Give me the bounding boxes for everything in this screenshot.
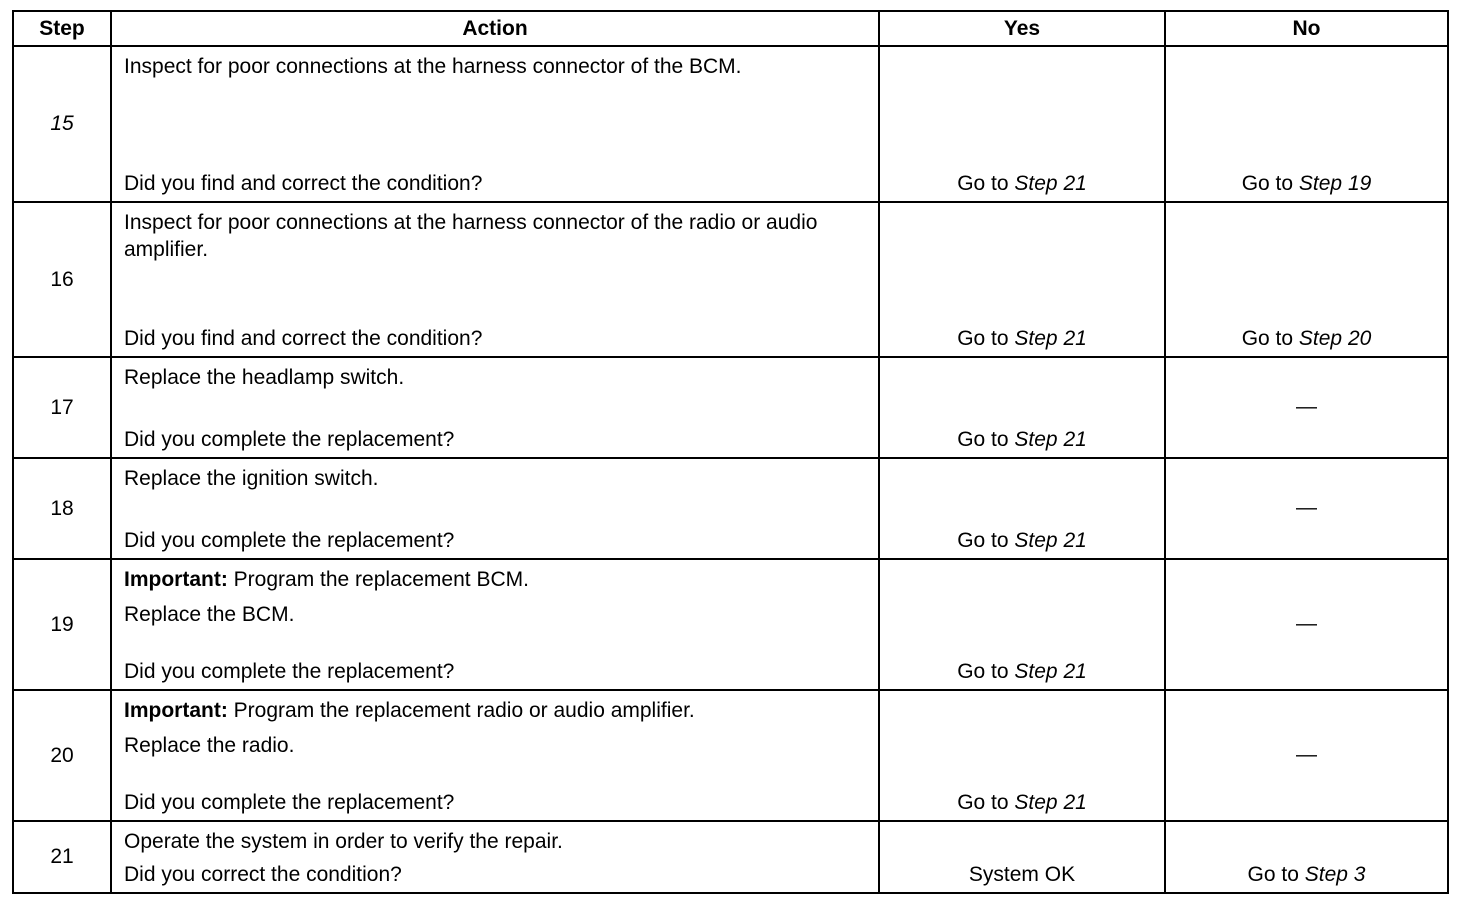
header-no: No xyxy=(1165,11,1448,46)
no-dash: — xyxy=(1296,611,1317,635)
important-text: Program the replacement radio or audio amplifier. xyxy=(233,699,695,722)
no-step-link: Step 3 xyxy=(1304,863,1366,886)
action-cell xyxy=(111,357,879,458)
yes-step-link: Step 21 xyxy=(1014,327,1087,350)
yes-cell xyxy=(879,690,1165,821)
action-text: Replace the headlamp switch. xyxy=(124,366,405,389)
yes-goto: Go to Step 21 xyxy=(957,660,1087,683)
yes-cell xyxy=(879,46,1165,202)
no-dash: — xyxy=(1296,495,1317,519)
yes-goto: Go to Step 21 xyxy=(957,428,1087,451)
no-cell xyxy=(1165,202,1448,357)
action-cell xyxy=(111,690,879,821)
action-text: Inspect for poor connections at the harness connector of the BCM. xyxy=(124,55,742,78)
yes-step-link: Step 21 xyxy=(1014,428,1087,451)
header-row xyxy=(13,11,1448,46)
yes-goto: Go to Step 21 xyxy=(957,791,1087,814)
table-row xyxy=(13,202,1448,357)
yes-goto: Go to Step 21 xyxy=(957,327,1087,350)
action-question: Did you find and correct the condition? xyxy=(124,327,483,350)
important-note xyxy=(124,566,870,593)
action-text: Operate the system in order to verify the repair. xyxy=(124,830,563,853)
table-row xyxy=(13,821,1448,893)
no-dash: — xyxy=(1296,394,1317,418)
step-number: 16 xyxy=(13,202,111,357)
no-cell xyxy=(1165,46,1448,202)
step-number: 20 xyxy=(13,690,111,821)
header-step: Step xyxy=(13,11,111,46)
action-text: Replace the BCM. xyxy=(124,603,295,626)
action-text: Replace the ignition switch. xyxy=(124,467,379,490)
action-question: Did you complete the replacement? xyxy=(124,428,455,451)
no-dash: — xyxy=(1296,742,1317,766)
action-question: Did you complete the replacement? xyxy=(124,791,455,814)
action-question: Did you complete the replacement? xyxy=(124,529,455,552)
important-text: Program the replacement BCM. xyxy=(233,568,529,591)
table-row xyxy=(13,357,1448,458)
yes-cell xyxy=(879,458,1165,559)
yes-step-link: Step 21 xyxy=(1014,529,1087,552)
yes-cell xyxy=(879,357,1165,458)
table-row xyxy=(13,46,1448,202)
action-cell xyxy=(111,202,879,357)
action-question: Did you complete the replacement? xyxy=(124,660,455,683)
action-cell xyxy=(111,458,879,559)
step-number: 18 xyxy=(13,458,111,559)
no-goto: Go to Step 3 xyxy=(1247,863,1366,886)
step-number: 15 xyxy=(13,46,111,202)
action-text: Inspect for poor connections at the harness connector of the radio or audio amplifier. xyxy=(124,211,818,261)
important-label: Important: xyxy=(124,568,228,591)
yes-step-link: Step 21 xyxy=(1014,172,1087,195)
no-step-link: Step 19 xyxy=(1298,172,1372,195)
yes-cell xyxy=(879,559,1165,690)
step-number: 17 xyxy=(13,357,111,458)
table-row xyxy=(13,559,1448,690)
no-cell xyxy=(1165,690,1448,821)
header-action: Action xyxy=(111,11,879,46)
action-text: Replace the radio. xyxy=(124,734,295,757)
no-cell xyxy=(1165,458,1448,559)
action-cell xyxy=(111,46,879,202)
yes-goto: Go to Step 21 xyxy=(957,172,1087,195)
yes-step-link: Step 21 xyxy=(1014,791,1087,814)
yes-cell xyxy=(879,821,1165,893)
action-cell xyxy=(111,559,879,690)
yes-goto: Go to Step 21 xyxy=(957,529,1087,552)
action-cell xyxy=(111,821,879,893)
step-number: 19 xyxy=(13,559,111,690)
action-question: Did you correct the condition? xyxy=(124,863,402,886)
table-row xyxy=(13,458,1448,559)
table-row xyxy=(13,690,1448,821)
important-note xyxy=(124,697,870,724)
no-cell xyxy=(1165,357,1448,458)
no-cell xyxy=(1165,821,1448,893)
yes-cell xyxy=(879,202,1165,357)
diagnostic-table xyxy=(12,10,1449,894)
important-label: Important: xyxy=(124,699,228,722)
no-goto: Go to Step 20 xyxy=(1241,327,1372,350)
yes-result: System OK xyxy=(968,863,1076,886)
no-goto: Go to Step 19 xyxy=(1241,172,1372,195)
header-yes: Yes xyxy=(879,11,1165,46)
yes-step-link: Step 21 xyxy=(1014,660,1087,683)
action-question: Did you find and correct the condition? xyxy=(124,172,483,195)
no-cell xyxy=(1165,559,1448,690)
no-step-link: Step 20 xyxy=(1298,327,1372,350)
step-number: 21 xyxy=(13,821,111,893)
